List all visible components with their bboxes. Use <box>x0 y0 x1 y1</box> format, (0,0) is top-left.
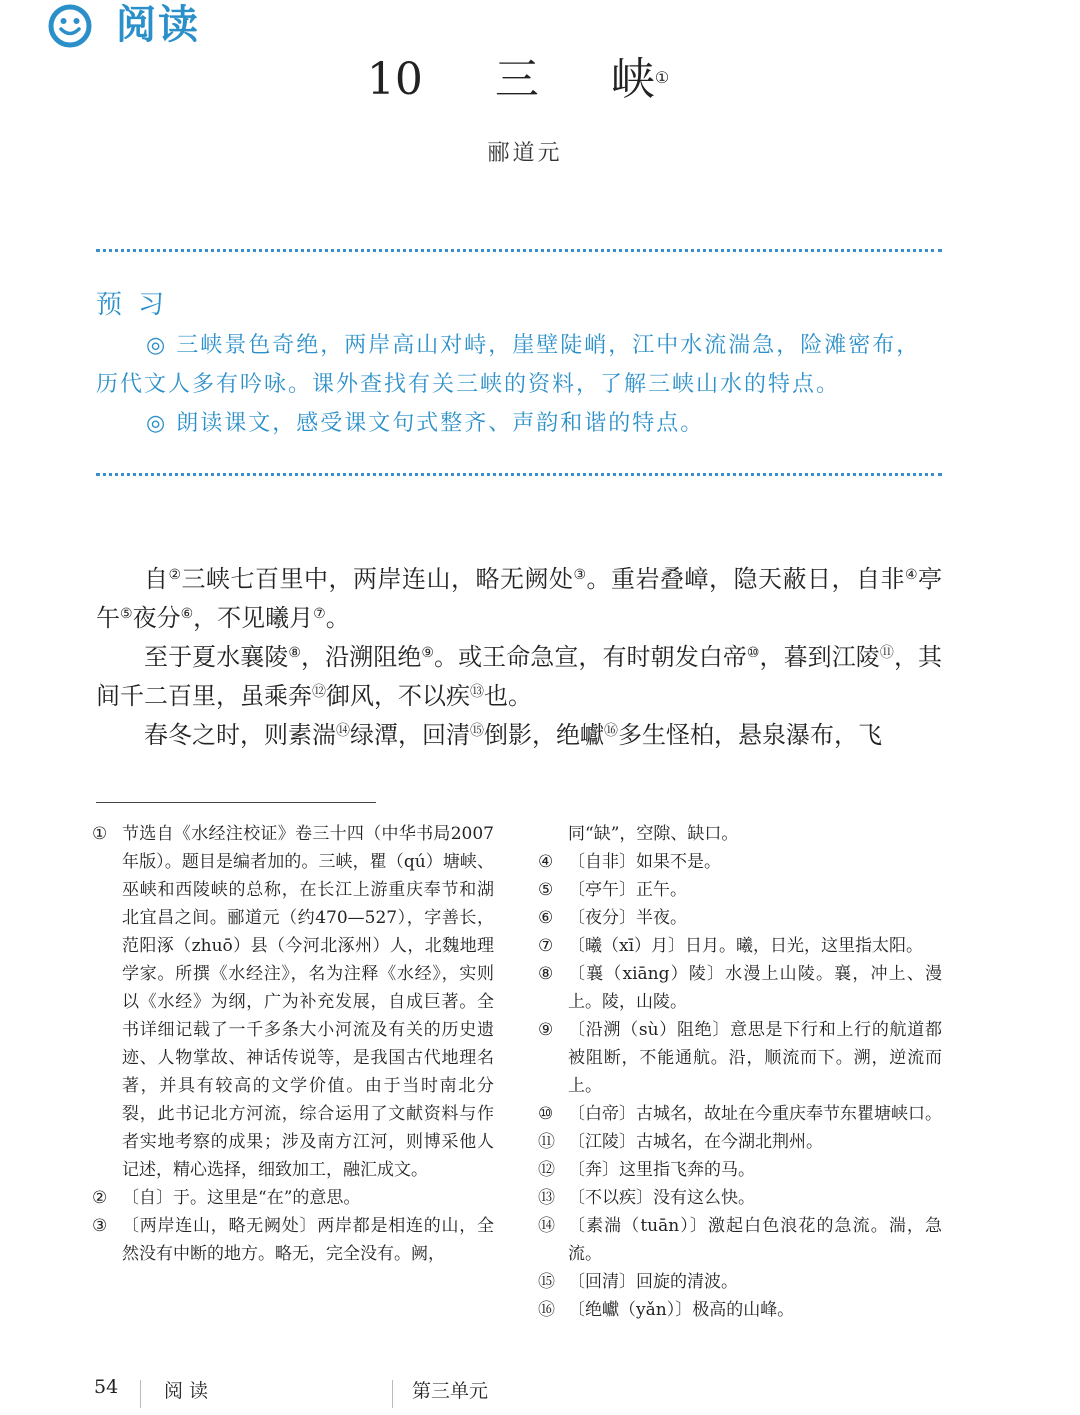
footnote <box>538 1128 942 1156</box>
note-marker: ⑨ <box>421 645 435 661</box>
body-text-run: 春冬之时，则素湍 <box>144 721 336 749</box>
note-marker: ⑯ <box>604 723 618 739</box>
footnote <box>538 1184 942 1212</box>
footnote-text: 〔曦（xī）月〕日月。曦，日光，这里指太阳。 <box>568 936 924 956</box>
footnote <box>538 1268 942 1296</box>
author: 郦道元 <box>487 141 563 166</box>
footnote-number: ② <box>92 1188 108 1208</box>
body-text-run: 绿潭，回清 <box>350 721 470 749</box>
preview-item-2: ◎ 朗读课文，感受课文句式整齐、声韵和谐的特点。 <box>146 411 705 436</box>
footnote-3-continuation: 同“缺”，空隙、缺口。 <box>568 824 739 844</box>
footnote-text: 〔回清〕回旋的清波。 <box>568 1272 738 1292</box>
note-marker: ⑭ <box>336 723 350 739</box>
body-text-run: ，其间千二百里，虽乘奔 <box>96 643 943 710</box>
footnote-number: ④ <box>538 852 554 872</box>
paragraph-2 <box>96 638 942 716</box>
footnote-number: ⑥ <box>538 908 554 928</box>
preview-top-divider <box>96 249 942 252</box>
footer-section: 阅读 <box>164 1380 215 1402</box>
footnote-text: 〔襄（xiāng）陵〕水漫上山陵。襄，冲上、漫上。陵，山陵。 <box>568 964 942 1012</box>
footnote <box>538 1156 942 1184</box>
smiley-icon <box>48 4 92 48</box>
body-text-run: 。或王命急宣，有时朝发白帝 <box>434 643 747 671</box>
body-text-run: 三峡七百里中，两岸连山，略无阙处 <box>181 565 574 593</box>
footnote-number: ⑦ <box>538 936 554 956</box>
body-text-run: 夜分 <box>132 604 181 632</box>
footnote-text: 〔奔〕这里指飞奔的马。 <box>568 1160 755 1180</box>
body-text-run: 也。 <box>484 682 532 710</box>
page-number: 54 <box>94 1376 119 1398</box>
footnotes-left-column <box>92 820 494 1268</box>
footnote <box>538 848 942 876</box>
footnote-number: ⑫ <box>538 1160 555 1180</box>
footnote-number: ⑭ <box>538 1216 555 1236</box>
lesson-number: 10 <box>366 54 423 105</box>
footnote <box>538 1212 942 1268</box>
footnote-text: 〔沿溯（sù）阻绝〕意思是下行和上行的航道都被阻断，不能通航。沿，顺流而下。溯，逆流而上。 <box>568 1020 942 1096</box>
body-text-run: 倒影，绝巘 <box>484 721 604 749</box>
note-marker: ⑤ <box>120 606 133 622</box>
footnote-text: 〔亭午〕正午。 <box>568 880 687 900</box>
footnote-number: ⑤ <box>538 880 554 900</box>
footnote-text: 〔不以疾〕没有这么快。 <box>568 1188 755 1208</box>
footnote-text: 〔江陵〕古城名，在今湖北荆州。 <box>568 1132 823 1152</box>
footnote-number: ⑮ <box>538 1272 555 1292</box>
footnote-text: 〔自非〕如果不是。 <box>568 852 721 872</box>
footnote-number: ⑯ <box>538 1300 555 1320</box>
footnote-text: 〔素湍（tuān）〕激起白色浪花的急流。湍，急流。 <box>568 1216 942 1264</box>
footnote-rule <box>96 802 376 803</box>
footer-divider <box>140 1380 141 1408</box>
footnote-number: ⑩ <box>538 1104 554 1124</box>
note-marker: ② <box>168 567 182 583</box>
footnote-number: ⑧ <box>538 964 554 984</box>
footnote <box>538 960 942 1016</box>
footnote-text: 〔自〕于。这里是“在”的意思。 <box>122 1188 361 1208</box>
title-note-marker: ① <box>654 68 670 87</box>
footnote-number: ③ <box>92 1216 108 1236</box>
title-char-2: 峡 <box>610 54 655 105</box>
note-marker: ④ <box>904 567 918 583</box>
note-marker: ⑫ <box>312 684 326 700</box>
body-text-run: 自 <box>144 565 169 593</box>
main-text <box>96 560 942 755</box>
footnote-number: ⑬ <box>538 1188 555 1208</box>
section-label: 阅读 <box>116 1 200 48</box>
footnote-text: 〔白帝〕古城名，故址在今重庆奉节东瞿塘峡口。 <box>568 1104 942 1124</box>
note-marker: ⑩ <box>746 645 760 661</box>
footnote-text: 〔夜分〕半夜。 <box>568 908 687 928</box>
note-marker: ⑦ <box>313 606 326 622</box>
footnote-text: 〔绝巘（yǎn）〕极高的山峰。 <box>568 1300 795 1320</box>
footnote-number: ⑪ <box>538 1132 555 1152</box>
footnote <box>92 1184 494 1212</box>
footnote <box>538 1296 942 1324</box>
footnote <box>538 904 942 932</box>
body-text-run: 。 <box>325 604 350 632</box>
preview-heading: 预习 <box>96 290 181 320</box>
body-text-run: ，暮到江陵 <box>759 643 880 671</box>
body-text-run: 多生怪柏，悬泉瀑布，飞 <box>618 721 882 749</box>
footnote-text: 〔两岸连山，略无阙处〕两岸都是相连的山，全然没有中断的地方。略无，完全没有。阙， <box>122 1216 494 1264</box>
body-text-run: 御风，不以疾 <box>326 682 470 710</box>
footnote-number: ⑨ <box>538 1020 554 1040</box>
note-marker: ⑪ <box>879 645 894 661</box>
body-text-run: 至于夏水襄陵 <box>144 643 289 671</box>
footnote <box>538 876 942 904</box>
note-marker: ⑧ <box>288 645 302 661</box>
body-text-run: ，沿溯阻绝 <box>301 643 422 671</box>
footnote <box>538 1016 942 1100</box>
footnote-text: 节选自《水经注校证》卷三十四（中华书局2007年版）。题目是编者加的。三峡，瞿（qú）塘峡、巫峡和西陵峡的总称，在长江上游重庆奉节和湖北宜昌之间。郦道元（约470—527），字善长，范阳涿（zhuō）县（今河北涿州）人，北魏地理学家。所撰《水经注》，名为注释《水经》，实则以《水经》为纲，广为补充发展，自成巨著。全书详细记载了一千多条大小河流及有关的历史遗迹、人物掌故、神话传说等，是我国古代地理名著，并具有较高的文学价值。由于当时南北分裂，此书记北方河流，综合运用了文献资料与作者实地考察的成果；涉及南方江河，则博采他人记述，精心选择，细致加工，融汇成文。 <box>122 824 494 1180</box>
lesson-title <box>0 52 1036 108</box>
paragraph-3 <box>96 716 942 755</box>
title-char-1: 三 <box>494 54 539 105</box>
note-marker: ⑥ <box>180 606 194 622</box>
body-text-run: ，不见曦月 <box>193 604 314 632</box>
note-marker: ③ <box>573 567 587 583</box>
preview-bottom-divider <box>96 473 942 476</box>
note-marker: ⑬ <box>470 684 484 700</box>
footnote-number: ① <box>92 824 108 844</box>
note-marker: ⑮ <box>470 723 484 739</box>
body-text-run: 。重岩叠嶂，隐天蔽日，自非 <box>586 565 905 593</box>
footnote <box>92 1212 494 1268</box>
preview-text <box>96 326 942 443</box>
footer-unit: 第三单元 <box>412 1380 489 1402</box>
paragraph-1 <box>96 560 942 638</box>
footnote <box>538 932 942 960</box>
preview-item-1-line-1: ◎ 三峡景色奇绝，两岸高山对峙，崖壁陡峭，江中水流湍急，险滩密布， <box>146 333 921 358</box>
footnote <box>92 820 494 1184</box>
preview-item-1-line-2: 历代文人多有吟咏。课外查找有关三峡的资料，了解三峡山水的特点。 <box>96 372 841 397</box>
footer-divider <box>392 1380 393 1408</box>
footnotes-right-column <box>538 820 942 1324</box>
footnote <box>538 1100 942 1128</box>
body-text-run: 亭午 <box>96 565 942 632</box>
